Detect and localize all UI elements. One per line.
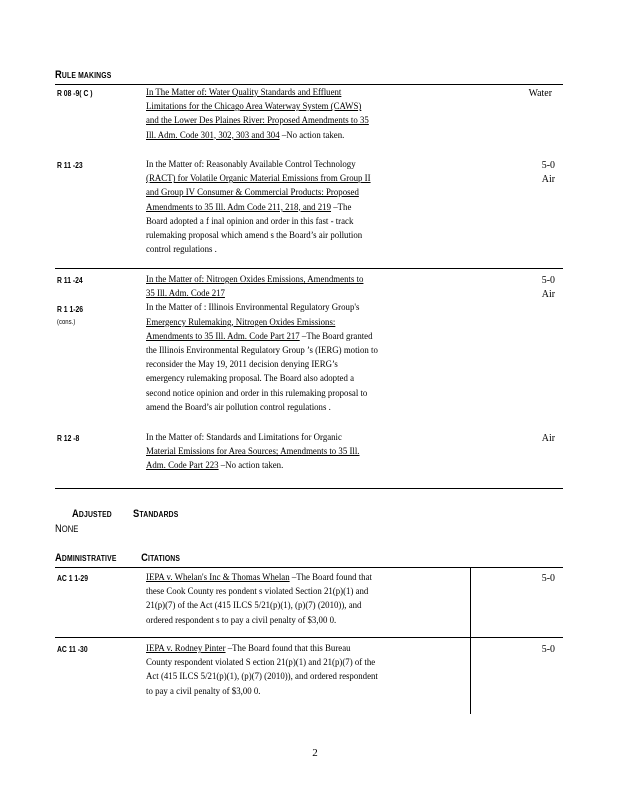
rulemaking-description: In the Matter of: Nitrogen Oxides Emissions, Amendments to 35 Ill. Adm. Code 217 In the Matter of : Illinois Environmental Regulatory Group's Emergency Rulemaking, Nitrogen Oxides Emissions: Amendments to 35 Ill. Adm. Code Part 217 –The Board granted the Illinois Environmental Regulatory Group ’s (IERG) motion to reconsider the May 19, 2011 decision denying IERG’s emergency rulemaking proposal. The Board also adopted a second notice opinion and order in this rulemaking proposal to amend the Board’s air pollution control regulations . xyxy=(146,274,378,413)
vote-count: 5-0 xyxy=(541,643,555,655)
citation-description: IEPA v. Rodney Pinter –The Board found that this Bureau County respondent violated S ection 21(p)(1) and 21(p)(7) of the Act (415 ILCS 5/21(p)(1), (p)(7) (2010)), and ordered respondent to pay a civil penalty of $3,00 0. xyxy=(146,643,378,697)
category-label: Air xyxy=(541,173,555,185)
row-divider xyxy=(55,637,563,638)
row-divider xyxy=(55,268,563,269)
category-label: Air xyxy=(541,288,555,300)
rulemaking-description: In the Matter of: Reasonably Available Control Technology (RACT) for Volatile Organic Material Emissions from Group II and Group IV Consumer & Commercial Products: Proposed Amendments to 35 Ill. Adm Code 211, 218, and 219 –The Board adopted a f inal opinion and order in this fast - track rulemaking proposal which amend s the Board’s air pollution control regulations . xyxy=(146,159,371,256)
none-text: NONE xyxy=(55,523,79,535)
category-label: Air xyxy=(541,432,555,444)
docket-id: R 11 -24 xyxy=(57,276,83,285)
vote-count: 5-0 xyxy=(541,572,555,584)
vote-count: 5-0 xyxy=(541,159,555,171)
page-number: 2 xyxy=(312,747,318,759)
table-top-rule xyxy=(55,567,563,568)
category-label: Water xyxy=(528,87,552,99)
rulemaking-description: In the Matter of: Standards and Limitations for Organic Material Emissions for Area Sources; Amendments to 35 Ill. Adm. Code Part 223 –No action taken. xyxy=(146,432,360,472)
rulemaking-description: In The Matter of: Water Quality Standards and Effluent Limitations for the Chicago Area Waterway System (CAWS) and the Lower Des Plaines River: Proposed Amendments to 35 Ill. Adm. Code 301, 302, 303 and 304 –No action taken. xyxy=(146,87,369,141)
citation-id: AC 1 1-29 xyxy=(57,574,88,583)
section-heading-adjusted-standards: ADJUSTED STANDARDS xyxy=(72,508,179,520)
docket-id: R 11 -23 xyxy=(57,161,83,170)
citation-description: IEPA v. Whelan's Inc & Thomas Whelan –The Board found that these Cook County res pondent s violated Section 21(p)(1) and 21(p)(7) of the Act (415 ILCS 5/21(p)(1), (p)(7) (2010)), and ordered respondent s to pay a civil penalty of $3,00 0. xyxy=(146,572,372,626)
table-bottom-rule xyxy=(55,488,563,489)
vote-count: 5-0 xyxy=(541,274,555,286)
docket-id: R 12 -8 xyxy=(57,434,80,443)
docket-id: R 08 -9( C ) xyxy=(57,89,93,98)
column-divider xyxy=(470,567,471,714)
consolidated-note: (cons.) xyxy=(57,319,76,326)
docket-id-secondary: R 1 1-26 xyxy=(57,305,84,314)
citation-id: AC 11 -30 xyxy=(57,645,88,654)
table-top-rule xyxy=(55,84,563,85)
section-heading-rulemakings: RULE MAKINGS xyxy=(55,69,112,81)
section-heading-administrative-citations: ADMINISTRATIVE CITATIONS xyxy=(55,552,181,564)
